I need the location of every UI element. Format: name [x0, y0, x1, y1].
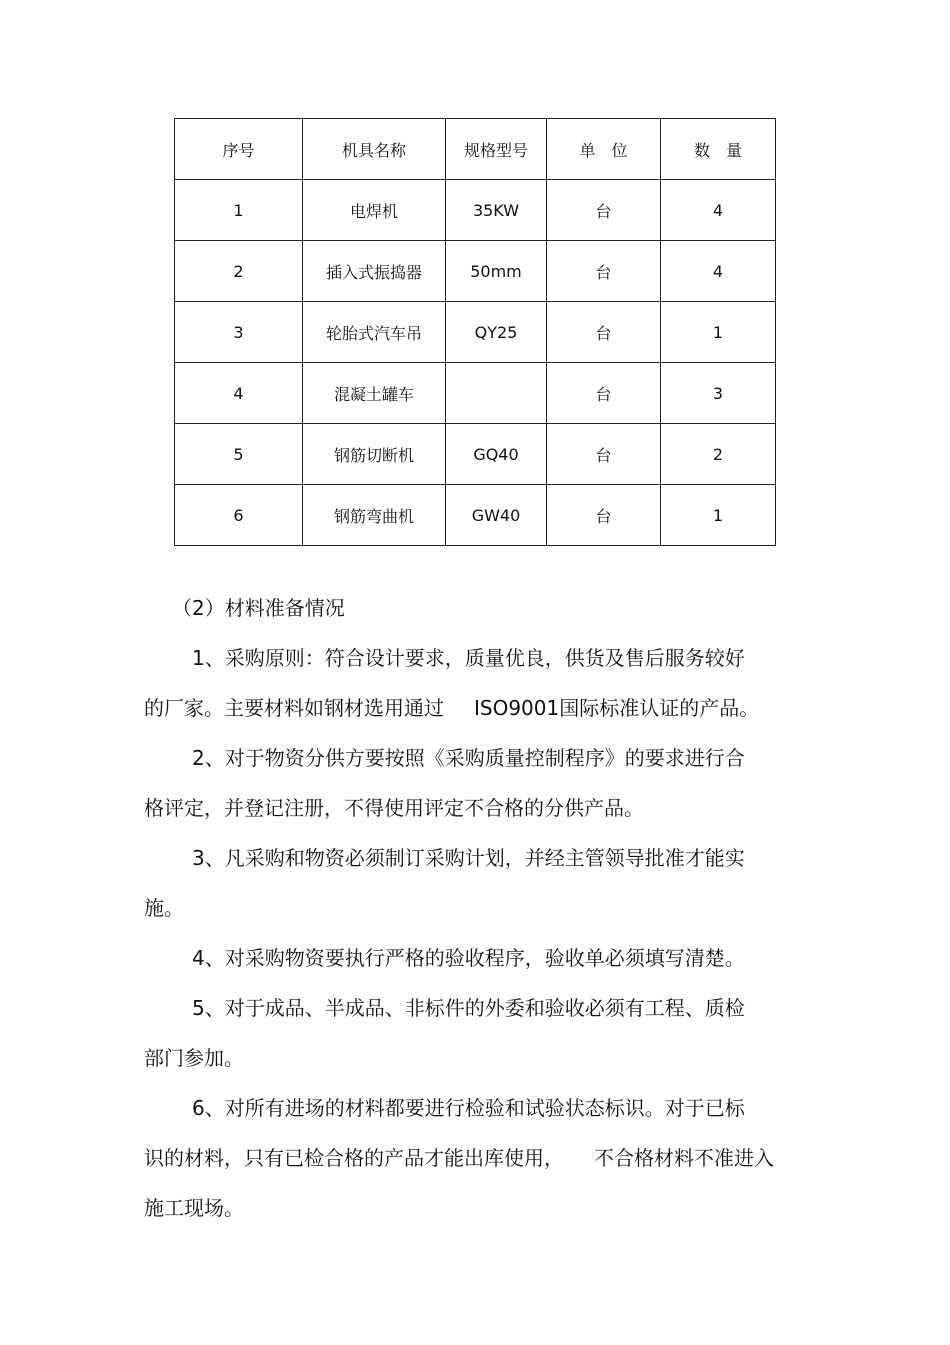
paragraph-2: 2、对于物资分供方要按照《采购质量控制程序》的要求进行合 格评定，并登记注册，不得使用评定不合格的分供产品。: [144, 746, 745, 820]
cell-spec-model: GQ40: [446, 424, 547, 485]
header-quantity: 数量: [661, 119, 776, 180]
table-row: [175, 180, 776, 241]
cell-unit: 台: [547, 485, 661, 546]
cell-unit: 台: [547, 363, 661, 424]
cell-index: 4: [175, 363, 303, 424]
cell-quantity: 1: [661, 485, 776, 546]
cell-spec-model: 35KW: [446, 180, 547, 241]
cell-unit: 台: [547, 180, 661, 241]
table-row: [175, 302, 776, 363]
cell-spec-model: [446, 363, 547, 424]
cell-tool-name: 插入式振捣器: [303, 241, 446, 302]
paragraph-1: 1、采购原则：符合设计要求，质量优良，供货及售后服务较好 的厂家。主要材料如钢材选用通过 ISO9001国际标准认证的产品。: [144, 646, 760, 720]
cell-tool-name: 钢筋切断机: [303, 424, 446, 485]
table-row: [175, 363, 776, 424]
cell-tool-name: 混凝土罐车: [303, 363, 446, 424]
table-row: [175, 424, 776, 485]
cell-unit: 台: [547, 424, 661, 485]
header-spec-model: 规格型号: [446, 119, 547, 180]
cell-quantity: 2: [661, 424, 776, 485]
cell-unit: 台: [547, 241, 661, 302]
cell-quantity: 4: [661, 241, 776, 302]
table-row: [175, 241, 776, 302]
cell-spec-model: GW40: [446, 485, 547, 546]
cell-index: 5: [175, 424, 303, 485]
cell-spec-model: 50mm: [446, 241, 547, 302]
header-tool-name: 机具名称: [303, 119, 446, 180]
cell-tool-name: 电焊机: [303, 180, 446, 241]
cell-quantity: 3: [661, 363, 776, 424]
cell-index: 3: [175, 302, 303, 363]
cell-spec-model: QY25: [446, 302, 547, 363]
paragraph-4: 4、对采购物资要执行严格的验收程序，验收单必须填写清楚。: [192, 946, 745, 970]
header-index: 序号: [175, 119, 303, 180]
cell-index: 6: [175, 485, 303, 546]
cell-unit: 台: [547, 302, 661, 363]
cell-tool-name: 轮胎式汽车吊: [303, 302, 446, 363]
table-row: [175, 485, 776, 546]
cell-quantity: 1: [661, 302, 776, 363]
paragraph-6: 6、对所有进场的材料都要进行检验和试验状态标识。对于已标 识的材料，只有已检合格的产品才能出库使用， 不合格材料不准进入 施工现场。: [144, 1096, 774, 1220]
paragraph-5: 5、对于成品、半成品、非标件的外委和验收必须有工程、质检 部门参加。: [144, 996, 745, 1070]
header-unit: 单位: [547, 119, 661, 180]
paragraph-3: 3、凡采购和物资必须制订采购计划，并经主管领导批准才能实 施。: [144, 846, 745, 920]
equipment-table: [174, 118, 776, 546]
table-header-row: [175, 119, 776, 180]
cell-index: 1: [175, 180, 303, 241]
section-heading: （2）材料准备情况: [172, 596, 345, 620]
cell-quantity: 4: [661, 180, 776, 241]
cell-tool-name: 钢筋弯曲机: [303, 485, 446, 546]
cell-index: 2: [175, 241, 303, 302]
